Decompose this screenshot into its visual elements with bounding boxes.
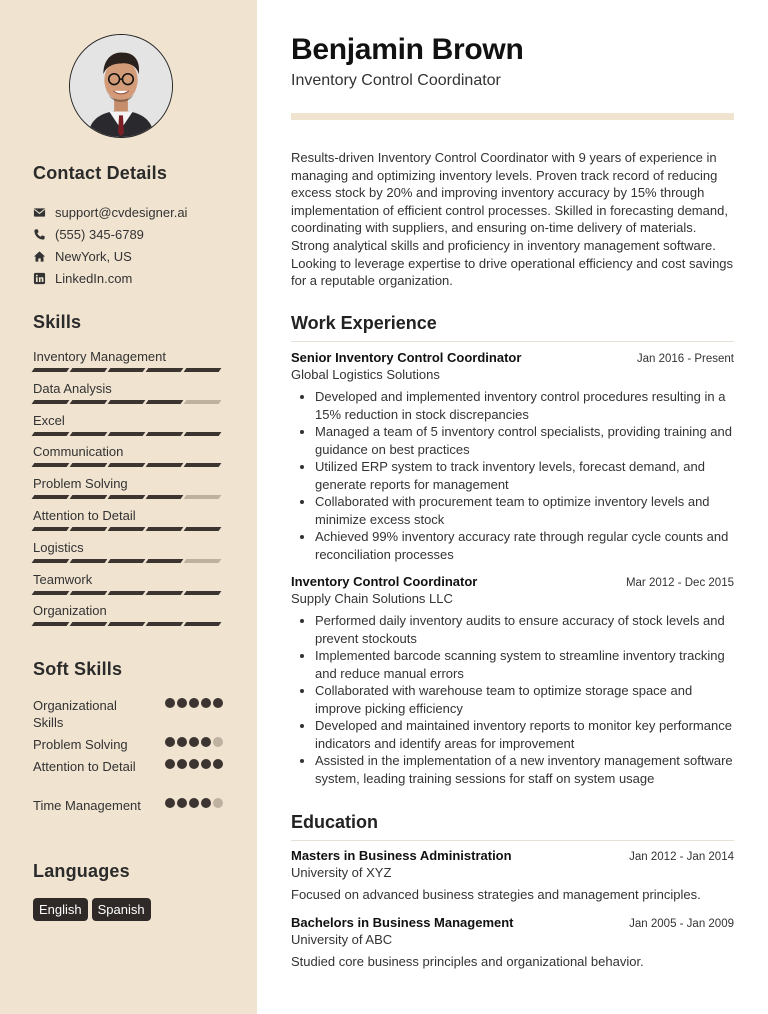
soft-skill-name: Time Management — [33, 798, 141, 813]
work-heading: Work Experience — [291, 313, 734, 342]
skill-level-segment — [32, 400, 70, 404]
skill-item — [33, 508, 223, 540]
skill-level-segment — [184, 432, 222, 436]
skill-level-segment — [184, 622, 222, 626]
skill-level-dot — [201, 698, 211, 708]
skill-level-dot — [177, 798, 187, 808]
skill-level-dot — [177, 759, 187, 769]
soft-skill-name: Organizational Skills — [33, 698, 117, 730]
profile-summary: Results-driven Inventory Control Coordinator with 9 years of experience in managing and optimizing inventory levels. Proven track record of reducing excess stock by 20% and improving inventory accuracy by 15% through implementation of efficient control processes. Skilled in forecasting demand, coordinating with suppliers, and ensuring on-time delivery of materials. Strong analytical skills and proficiency in inventory management software. Looking to leverage expertise to drive operational efficiency and cost savings for a reputable organization. — [291, 150, 734, 289]
skill-level-dot — [213, 798, 223, 808]
skill-level-segment — [184, 591, 222, 595]
skill-level-dot — [201, 759, 211, 769]
skill-level-dot — [177, 698, 187, 708]
education-description: Focused on advanced business strategies and management principles. — [291, 887, 701, 902]
soft-skill-dots — [165, 798, 223, 808]
skill-name: Excel — [33, 412, 65, 428]
education-date: Jan 2012 - Jan 2014 — [629, 851, 734, 863]
skill-item — [33, 572, 223, 604]
skill-level-dot — [213, 698, 223, 708]
skill-level-segment — [108, 463, 146, 467]
skill-level-segment — [184, 463, 222, 467]
languages-heading: Languages — [33, 861, 130, 881]
contact-heading: Contact Details — [33, 163, 168, 183]
skill-level-dot — [189, 798, 199, 808]
main-content — [257, 0, 768, 1014]
skill-level-segment — [146, 400, 184, 404]
skill-level-segment — [32, 559, 70, 563]
job-bullet: • Developed and implemented inventory control procedures resulting in a 15% reduction in stock discrepancies — [315, 388, 734, 423]
skill-level-segment — [70, 463, 108, 467]
skill-item — [33, 349, 223, 381]
soft-skill-dots — [165, 698, 223, 708]
skill-level-segment — [70, 432, 108, 436]
skill-level-segment — [146, 463, 184, 467]
skill-bar — [33, 400, 223, 404]
skill-item — [33, 476, 223, 508]
skill-level-segment — [32, 432, 70, 436]
phone-icon — [33, 228, 46, 241]
profile-photo — [69, 34, 173, 138]
skill-bar — [33, 559, 223, 563]
skill-level-segment — [146, 495, 184, 499]
job-title: Inventory Control Coordinator — [291, 72, 501, 89]
skill-level-segment — [184, 495, 222, 499]
skill-level-segment — [108, 527, 146, 531]
soft-skills-heading: Soft Skills — [33, 659, 123, 679]
skill-level-dot — [213, 759, 223, 769]
skill-level-segment — [32, 368, 70, 372]
skill-level-dot — [165, 737, 175, 747]
job-bullets — [291, 388, 734, 563]
skill-level-segment — [70, 495, 108, 499]
skill-name: Organization — [33, 603, 107, 619]
education-entry — [291, 915, 734, 969]
contact-location — [33, 245, 243, 267]
skill-name: Logistics — [33, 539, 84, 555]
skill-name: Problem Solving — [33, 476, 128, 492]
job-role: Senior Inventory Control Coordinator — [291, 350, 522, 365]
skill-level-segment — [146, 622, 184, 626]
soft-skills-list — [33, 697, 223, 835]
skill-level-segment — [146, 527, 184, 531]
education-description: Studied core business principles and organizational behavior. — [291, 954, 644, 969]
skill-level-dot — [213, 737, 223, 747]
skill-level-segment — [108, 495, 146, 499]
skill-level-dot — [177, 737, 187, 747]
skill-level-segment — [32, 591, 70, 595]
avatar-icon — [70, 35, 172, 137]
contact-linkedin-text: LinkedIn.com — [55, 270, 133, 286]
skill-item — [33, 444, 223, 476]
skill-level-segment — [70, 527, 108, 531]
soft-skill-item — [33, 697, 223, 736]
skill-level-segment — [70, 591, 108, 595]
job-bullet: • Collaborated with procurement team to optimize inventory levels and minimize excess stock — [315, 493, 734, 528]
job-bullet: • Collaborated with warehouse team to optimize storage space and improve picking efficiency — [315, 682, 734, 717]
education-header — [291, 848, 734, 863]
job-bullet: • Developed and maintained inventory reports to monitor key performance indicators and identify areas for improvement — [315, 717, 734, 752]
job-header — [291, 350, 734, 365]
skill-bar — [33, 591, 223, 595]
skill-level-segment — [32, 463, 70, 467]
accent-bar — [291, 113, 734, 120]
sidebar — [0, 0, 257, 1014]
skill-level-segment — [32, 622, 70, 626]
job-role: Inventory Control Coordinator — [291, 574, 478, 589]
soft-skill-item — [33, 758, 223, 797]
education-heading: Education — [291, 812, 734, 841]
skill-level-segment — [32, 495, 70, 499]
skill-level-segment — [108, 622, 146, 626]
job-bullet: • Utilized ERP system to track inventory levels, forecast demand, and generate reports for management — [315, 458, 734, 493]
education-date: Jan 2005 - Jan 2009 — [629, 918, 734, 930]
job-bullet: • Assisted in the implementation of a new inventory management software system, leading training sessions for staff on system usage — [315, 752, 734, 787]
soft-skill-item — [33, 797, 223, 835]
skill-level-dot — [189, 698, 199, 708]
language-badge: English — [33, 898, 88, 921]
job-bullet: • Performed daily inventory audits to ensure accuracy of stock levels and prevent stockouts — [315, 612, 734, 647]
language-badge: Spanish — [92, 898, 151, 921]
contact-phone[interactable] — [33, 223, 243, 245]
skill-level-segment — [108, 559, 146, 563]
skill-level-dot — [165, 698, 175, 708]
skill-level-segment — [146, 591, 184, 595]
job-date: Mar 2012 - Dec 2015 — [625, 577, 734, 589]
education-degree: Masters in Business Administration — [291, 848, 512, 863]
education-header — [291, 915, 734, 930]
education-entry — [291, 848, 734, 902]
skill-level-segment — [184, 368, 222, 372]
skill-name: Inventory Management — [33, 349, 166, 364]
contact-list — [33, 201, 243, 289]
skill-bar — [33, 527, 223, 531]
skills-list — [33, 349, 223, 635]
job-bullet: • Implemented barcode scanning system to streamline inventory tracking and reduce manual errors — [315, 647, 734, 682]
skill-level-segment — [108, 591, 146, 595]
soft-skill-item — [33, 736, 223, 758]
job-bullet: • Managed a team of 5 inventory control specialists, providing training and guidance on best practices — [315, 423, 734, 458]
skill-level-dot — [165, 798, 175, 808]
skill-level-segment — [146, 368, 184, 372]
skill-level-segment — [108, 368, 146, 372]
skill-level-segment — [70, 559, 108, 563]
skill-name: Attention to Detail — [33, 507, 136, 523]
contact-location-text: NewYork, US — [55, 248, 132, 264]
skill-level-dot — [189, 737, 199, 747]
job-entry — [291, 350, 734, 563]
soft-skill-dots — [165, 759, 223, 769]
contact-email[interactable] — [33, 201, 243, 223]
education-school: University of XYZ — [291, 865, 392, 880]
skill-level-segment — [184, 559, 222, 563]
skill-bar — [33, 432, 223, 436]
soft-skill-dots — [165, 737, 223, 747]
education-school: University of ABC — [291, 932, 393, 947]
skill-bar — [33, 622, 223, 626]
language-list — [33, 898, 151, 921]
candidate-name: Benjamin Brown — [291, 33, 524, 66]
soft-skill-name: Problem Solving — [33, 737, 128, 752]
skill-name: Communication — [33, 444, 124, 460]
skill-level-segment — [108, 432, 146, 436]
skill-bar — [33, 368, 223, 372]
envelope-icon — [33, 206, 46, 219]
skill-level-dot — [189, 759, 199, 769]
skill-bar — [33, 495, 223, 499]
skill-level-segment — [184, 400, 222, 404]
job-entry — [291, 574, 734, 787]
skill-item — [33, 603, 223, 635]
skill-level-dot — [201, 737, 211, 747]
skill-level-segment — [184, 527, 222, 531]
job-bullets — [291, 612, 734, 787]
skill-level-segment — [70, 400, 108, 404]
job-bullet: • Achieved 99% inventory accuracy rate through regular cycle counts and reconciliation processes — [315, 528, 734, 563]
soft-skill-name: Attention to Detail — [33, 759, 136, 774]
skill-name: Teamwork — [33, 571, 93, 587]
skill-level-segment — [108, 400, 146, 404]
skill-level-dot — [165, 759, 175, 769]
skill-level-segment — [146, 559, 184, 563]
contact-phone-text: (555) 345-6789 — [55, 226, 144, 242]
contact-linkedin[interactable] — [33, 267, 243, 289]
education-degree: Bachelors in Business Management — [291, 915, 514, 930]
skill-level-segment — [32, 527, 70, 531]
contact-email-text: support@cvdesigner.ai — [55, 204, 188, 220]
job-company: Global Logistics Solutions — [291, 367, 440, 382]
skill-name: Data Analysis — [33, 380, 112, 396]
skill-item — [33, 413, 223, 445]
job-date: Jan 2016 - Present — [636, 353, 734, 365]
skill-level-segment — [70, 622, 108, 626]
skill-item — [33, 540, 223, 572]
skill-level-segment — [70, 368, 108, 372]
skill-level-dot — [201, 798, 211, 808]
skill-level-segment — [146, 432, 184, 436]
job-header — [291, 574, 734, 589]
skills-heading: Skills — [33, 312, 82, 332]
skill-item — [33, 381, 223, 413]
linkedin-icon — [33, 272, 46, 285]
home-icon — [33, 250, 46, 263]
skill-bar — [33, 463, 223, 467]
job-company: Supply Chain Solutions LLC — [291, 591, 453, 606]
